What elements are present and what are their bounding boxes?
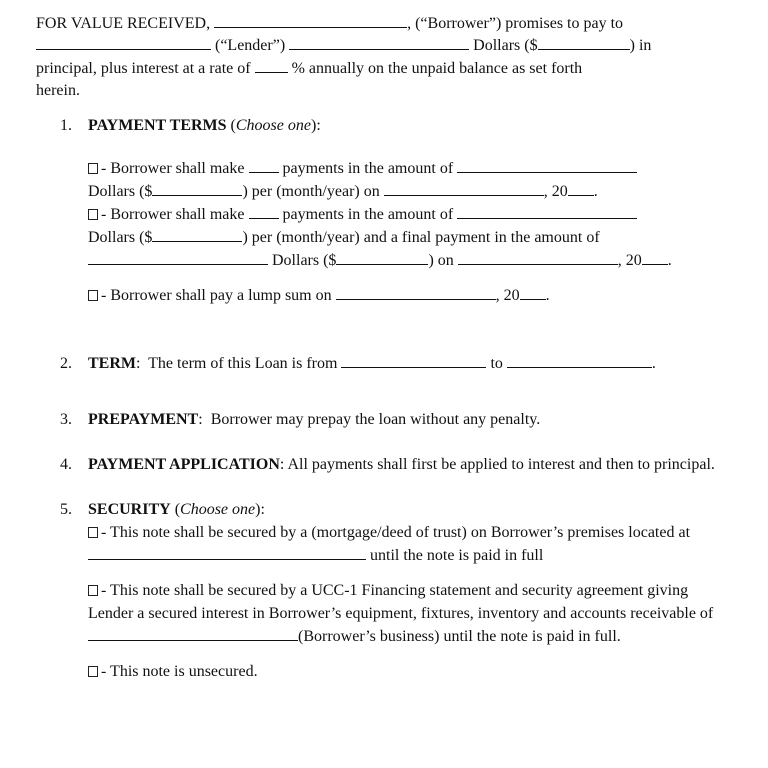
section-title: TERM	[88, 354, 136, 372]
option-text: - Borrower shall make	[101, 205, 245, 223]
option-text: Dollars ($	[88, 228, 153, 246]
option-text: , 20	[617, 251, 642, 269]
borrower-name-blank[interactable]	[214, 13, 407, 28]
payment-amount-blank[interactable]	[152, 227, 242, 242]
payment-count-blank[interactable]	[249, 158, 279, 173]
payment-option-3-checkbox[interactable]	[88, 290, 98, 301]
option-text: - This note is unsecured.	[101, 662, 258, 680]
option-text: until the note is paid in full	[370, 546, 544, 564]
principal-amount-blank[interactable]	[538, 35, 630, 50]
payment-option-1-checkbox[interactable]	[88, 163, 98, 174]
section-number: 3.	[60, 410, 72, 428]
option-text: - This note shall be secured by a (mortgage/deed of trust) on Borrower’s premises located at	[101, 523, 691, 541]
security-option-ucc1	[88, 579, 736, 648]
security-option-mortgage	[88, 521, 736, 567]
lump-sum-date-blank[interactable]	[336, 285, 496, 300]
rate-suffix-text: % annually on the unpaid balance as set forth	[291, 59, 583, 77]
security-option-3-checkbox[interactable]	[88, 666, 98, 677]
premises-address-blank[interactable]	[88, 545, 366, 560]
choose-one-text: Choose one	[235, 116, 311, 134]
section-title: PAYMENT TERMS	[88, 116, 227, 134]
term-end-blank[interactable]	[507, 353, 652, 368]
option-text: ) on	[428, 251, 454, 269]
borrower-business-blank[interactable]	[88, 626, 298, 641]
section-term: 2. TERM: The term of this Loan is from to .	[36, 352, 736, 375]
prepayment-text: Borrower may prepay the loan without any penalty.	[210, 410, 541, 428]
section-payment-application	[36, 453, 736, 476]
option-text: payments in the amount of	[282, 205, 454, 223]
section-prepayment: 3. PREPAYMENT: Borrower may prepay the loan without any penalty.	[36, 408, 736, 431]
option-text: Dollars ($	[88, 182, 153, 200]
payment-amount-words-blank[interactable]	[457, 158, 637, 173]
section-title: PAYMENT APPLICATION	[88, 455, 280, 473]
section-title: PREPAYMENT	[88, 410, 199, 428]
option-text: - Borrower shall make	[101, 159, 245, 177]
term-text: The term of this Loan is from	[148, 354, 338, 372]
option-text: (Borrower’s business) until the note is paid in full.	[298, 627, 621, 645]
option-text: Dollars ($	[272, 251, 337, 269]
payment-start-date-blank[interactable]	[384, 181, 544, 196]
option-text: payments in the amount of	[282, 159, 454, 177]
payment-count-blank[interactable]	[249, 204, 279, 219]
option-text: - This note shall be secured by a UCC-1 Financing statement and security agreement giving Lender a secured interest in Borrower’s equipment, fixtures, inventory and accounts receivable of	[88, 581, 714, 622]
final-payment-date-blank[interactable]	[458, 250, 618, 265]
final-payment-words-blank[interactable]	[88, 250, 268, 265]
section-title: SECURITY	[88, 500, 171, 518]
term-to-text: to	[490, 354, 503, 372]
for-value-text: FOR VALUE RECEIVED,	[36, 15, 211, 32]
security-option-unsecured	[88, 660, 736, 683]
payment-application-text: : All payments shall first be applied to interest and then to principal.	[279, 455, 715, 473]
section-payment-terms: 1. PAYMENT TERMS (Choose one):	[36, 114, 736, 137]
payment-amount-words-blank[interactable]	[457, 204, 637, 219]
option-text: ) per (month/year) and a final payment in the amount of	[242, 228, 600, 246]
option-text: ) per (month/year) on	[242, 182, 380, 200]
lender-name-blank[interactable]	[36, 35, 211, 50]
section-number: 1.	[60, 116, 72, 134]
dollars-open-text: Dollars ($	[473, 37, 538, 55]
choose-one-text: Choose one	[180, 500, 256, 518]
final-payment-year-blank[interactable]	[642, 250, 668, 265]
payment-amount-blank[interactable]	[152, 181, 242, 196]
payment-option-lump-sum: - Borrower shall pay a lump sum on , 20 .	[88, 284, 736, 307]
option-text: , 20	[543, 182, 568, 200]
dollars-close-text: ) in	[629, 37, 652, 55]
section-number: 5.	[60, 500, 72, 518]
borrower-label: , (“Borrower”) promises to pay to	[407, 15, 624, 32]
payment-option-2-checkbox[interactable]	[88, 209, 98, 220]
intro-paragraph	[36, 13, 736, 103]
payment-option-installments: - Borrower shall make payments in the amount of Dollars ($ ) per (month/year) on , 20 .	[88, 157, 736, 203]
option-text: , 20	[495, 286, 520, 304]
payment-option-final-payment: - Borrower shall make payments in the amount of Dollars ($ ) per (month/year) and a final payment in the amount of Dollars ($ ) on , 20 .	[88, 205, 672, 269]
herein-text: herein.	[36, 82, 80, 100]
principal-words-blank[interactable]	[289, 35, 469, 50]
security-option-2-checkbox[interactable]	[88, 585, 98, 596]
section-number: 4.	[60, 455, 72, 473]
term-start-blank[interactable]	[341, 353, 486, 368]
final-payment-amount-blank[interactable]	[336, 250, 428, 265]
option-text: - Borrower shall pay a lump sum on	[101, 286, 332, 304]
lender-label: (“Lender”)	[215, 37, 286, 55]
section-security: 5. SECURITY (Choose one):	[36, 498, 736, 521]
promissory-note-page	[36, 13, 736, 683]
payment-year-blank[interactable]	[568, 181, 594, 196]
security-option-1-checkbox[interactable]	[88, 527, 98, 538]
lump-sum-year-blank[interactable]	[520, 285, 546, 300]
section-number: 2.	[60, 354, 72, 372]
principal-text: principal, plus interest at a rate of	[36, 59, 251, 77]
interest-rate-blank[interactable]	[255, 58, 288, 73]
